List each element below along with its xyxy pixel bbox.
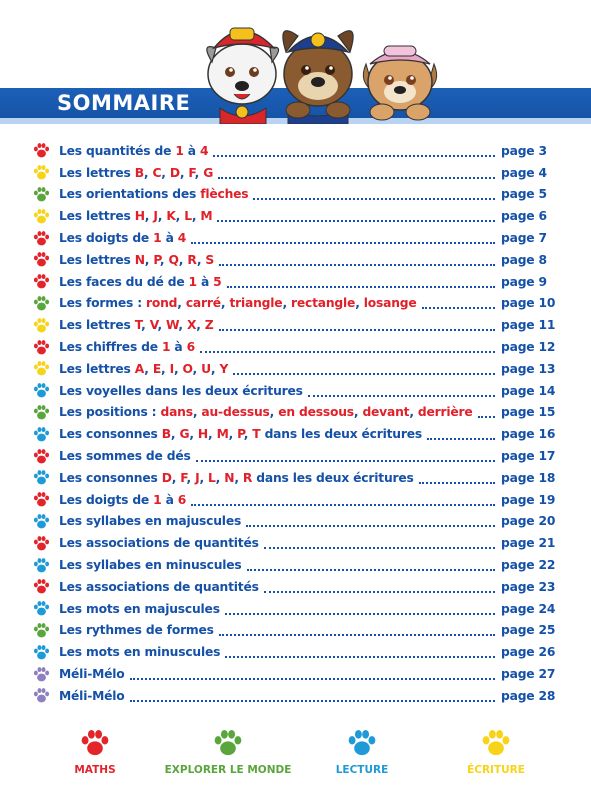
skye-pup-icon xyxy=(363,46,436,120)
toc-entry-title: Les positions : dans, au-dessus, en dessous, devant, derrière xyxy=(59,405,473,420)
dot-leader xyxy=(130,688,495,702)
dot-leader xyxy=(422,295,495,309)
paw-icon xyxy=(33,535,50,552)
paw-icon xyxy=(33,295,50,312)
toc-row[interactable] xyxy=(33,423,558,445)
toc-page-number: page 4 xyxy=(501,165,547,180)
paw-icon xyxy=(33,513,50,530)
paw-icon xyxy=(33,360,50,377)
toc-page-number: page 28 xyxy=(501,688,556,703)
chase-pup-icon xyxy=(283,31,353,124)
toc-page-number: page 5 xyxy=(501,187,547,202)
page-title: SOMMAIRE xyxy=(57,91,191,115)
toc-page-number: page 12 xyxy=(501,340,556,355)
dot-leader xyxy=(218,165,495,179)
toc-row[interactable] xyxy=(33,445,558,467)
dot-leader xyxy=(308,383,495,397)
toc-entry-title: Les lettres A, E, I, O, U, Y xyxy=(59,361,229,376)
paw-icon xyxy=(33,469,50,486)
toc-row[interactable] xyxy=(33,162,558,184)
dot-leader xyxy=(246,513,495,527)
toc-row[interactable] xyxy=(33,598,558,620)
paw-icon xyxy=(33,448,50,465)
toc-entry-title: Les lettres B, C, D, F, G xyxy=(59,165,214,180)
toc-page-number: page 11 xyxy=(501,318,556,333)
paw-icon xyxy=(33,491,50,508)
toc-page-number: page 3 xyxy=(501,143,547,158)
dot-leader xyxy=(478,404,495,418)
paw-icon xyxy=(33,578,50,595)
paw-icon xyxy=(481,728,511,758)
paw-icon xyxy=(33,666,50,683)
toc-row[interactable] xyxy=(33,271,558,293)
toc-row[interactable] xyxy=(33,467,558,489)
paw-icon xyxy=(33,208,50,225)
toc-page-number: page 24 xyxy=(501,601,556,616)
paw-icon xyxy=(33,273,50,290)
marshall-pup-icon xyxy=(207,28,279,124)
paw-icon xyxy=(33,164,50,181)
table-of-contents xyxy=(33,140,558,707)
toc-entry-title: Les mots en minuscules xyxy=(59,645,221,660)
dot-leader xyxy=(225,601,495,615)
toc-row[interactable] xyxy=(33,140,558,162)
toc-row[interactable] xyxy=(33,358,558,380)
legend-label: ÉCRITURE xyxy=(467,764,525,776)
paw-icon xyxy=(33,251,50,268)
toc-entry-title: Les lettres N, P, Q, R, S xyxy=(59,252,215,267)
toc-page-number: page 7 xyxy=(501,231,547,246)
dot-leader xyxy=(227,274,495,288)
legend-label: LECTURE xyxy=(335,764,389,776)
toc-row[interactable] xyxy=(33,314,558,336)
dot-leader xyxy=(191,492,495,506)
paw-icon xyxy=(33,600,50,617)
toc-page-number: page 17 xyxy=(501,449,556,464)
dot-leader xyxy=(219,317,496,331)
toc-entry-title: Les rythmes de formes xyxy=(59,623,214,638)
toc-entry-title: Les quantités de 1 à 4 xyxy=(59,143,209,158)
dot-leader xyxy=(213,143,495,157)
toc-entry-title: Méli-Mélo xyxy=(59,667,125,682)
toc-row[interactable] xyxy=(33,205,558,227)
toc-entry-title: Les mots en majuscules xyxy=(59,601,220,616)
puppies-illustration xyxy=(190,12,450,124)
toc-page-number: page 9 xyxy=(501,274,547,289)
toc-row[interactable] xyxy=(33,380,558,402)
paw-icon xyxy=(347,728,377,758)
paw-icon xyxy=(33,426,50,443)
toc-entry-title: Les sommes de dés xyxy=(59,449,191,464)
toc-page-number: page 10 xyxy=(501,296,556,311)
toc-entry-title: Les lettres T, V, W, X, Z xyxy=(59,318,214,333)
paw-icon xyxy=(33,644,50,661)
toc-page-number: page 6 xyxy=(501,209,547,224)
dot-leader xyxy=(219,252,495,266)
paw-icon xyxy=(33,230,50,247)
toc-row[interactable] xyxy=(33,685,558,707)
dot-leader xyxy=(264,579,495,593)
toc-entry-title: Les lettres H, J, K, L, M xyxy=(59,209,213,224)
dot-leader xyxy=(253,186,495,200)
toc-page-number: page 13 xyxy=(501,361,556,376)
toc-row[interactable] xyxy=(33,336,558,358)
toc-entry-title: Méli-Mélo xyxy=(59,688,125,703)
dot-leader xyxy=(130,666,495,680)
toc-row[interactable] xyxy=(33,511,558,533)
paw-icon xyxy=(33,404,50,421)
toc-row[interactable] xyxy=(33,489,558,511)
paw-icon xyxy=(33,142,50,159)
dot-leader xyxy=(427,426,495,440)
toc-entry-title: Les syllabes en minuscules xyxy=(59,558,242,573)
dot-leader xyxy=(225,644,495,658)
dot-leader xyxy=(196,448,495,462)
paw-icon xyxy=(33,622,50,639)
toc-page-number: page 22 xyxy=(501,558,556,573)
dot-leader xyxy=(419,470,495,484)
toc-entry-title: Les doigts de 1 à 6 xyxy=(59,492,187,507)
toc-row[interactable] xyxy=(33,249,558,271)
toc-row[interactable] xyxy=(33,227,558,249)
dot-leader xyxy=(217,208,495,222)
category-legend xyxy=(0,728,591,788)
toc-page-number: page 15 xyxy=(501,405,556,420)
toc-page-number: page 23 xyxy=(501,579,556,594)
dot-leader xyxy=(219,622,495,636)
toc-row[interactable] xyxy=(33,293,558,315)
dot-leader xyxy=(200,339,495,353)
legend-label: MATHS xyxy=(74,764,116,776)
legend-item-ecriture xyxy=(416,728,576,776)
toc-entry-title: Les chiffres de 1 à 6 xyxy=(59,340,195,355)
toc-page-number: page 27 xyxy=(501,667,556,682)
toc-entry-title: Les consonnes B, G, H, M, P, T dans les deux écritures xyxy=(59,427,422,442)
toc-row[interactable] xyxy=(33,620,558,642)
toc-entry-title: Les faces du dé de 1 à 5 xyxy=(59,274,222,289)
toc-row[interactable] xyxy=(33,532,558,554)
toc-row[interactable] xyxy=(33,184,558,206)
dot-leader xyxy=(264,535,495,549)
toc-page-number: page 19 xyxy=(501,492,556,507)
toc-row[interactable] xyxy=(33,402,558,424)
toc-page-number: page 21 xyxy=(501,536,556,551)
toc-page-number: page 8 xyxy=(501,252,547,267)
dot-leader xyxy=(233,361,495,375)
paw-icon xyxy=(213,728,243,758)
toc-entry-title: Les voyelles dans les deux écritures xyxy=(59,383,303,398)
toc-entry-title: Les syllabes en majuscules xyxy=(59,514,242,529)
toc-page-number: page 16 xyxy=(501,427,556,442)
toc-entry-title: Les formes : rond, carré, triangle, rectangle, losange xyxy=(59,296,417,311)
toc-entry-title: Les associations de quantités xyxy=(59,536,259,551)
toc-page-number: page 25 xyxy=(501,623,556,638)
toc-row[interactable] xyxy=(33,663,558,685)
toc-entry-title: Les associations de quantités xyxy=(59,579,259,594)
toc-entry-title: Les doigts de 1 à 4 xyxy=(59,231,187,246)
paw-icon xyxy=(33,382,50,399)
toc-page-number: page 18 xyxy=(501,470,556,485)
paw-icon xyxy=(33,317,50,334)
dot-leader xyxy=(191,230,495,244)
toc-row[interactable] xyxy=(33,554,558,576)
paw-icon xyxy=(33,339,50,356)
paw-icon xyxy=(33,687,50,704)
toc-entry-title: Les orientations des flèches xyxy=(59,187,249,202)
toc-row[interactable] xyxy=(33,641,558,663)
legend-label: EXPLORER LE MONDE xyxy=(164,764,292,776)
paw-icon xyxy=(80,728,110,758)
dot-leader xyxy=(247,557,495,571)
paw-icon xyxy=(33,557,50,574)
toc-entry-title: Les consonnes D, F, J, L, N, R dans les deux écritures xyxy=(59,470,414,485)
toc-page-number: page 26 xyxy=(501,645,556,660)
paw-icon xyxy=(33,186,50,203)
toc-row[interactable] xyxy=(33,576,558,598)
toc-page-number: page 14 xyxy=(501,383,556,398)
toc-page-number: page 20 xyxy=(501,514,556,529)
